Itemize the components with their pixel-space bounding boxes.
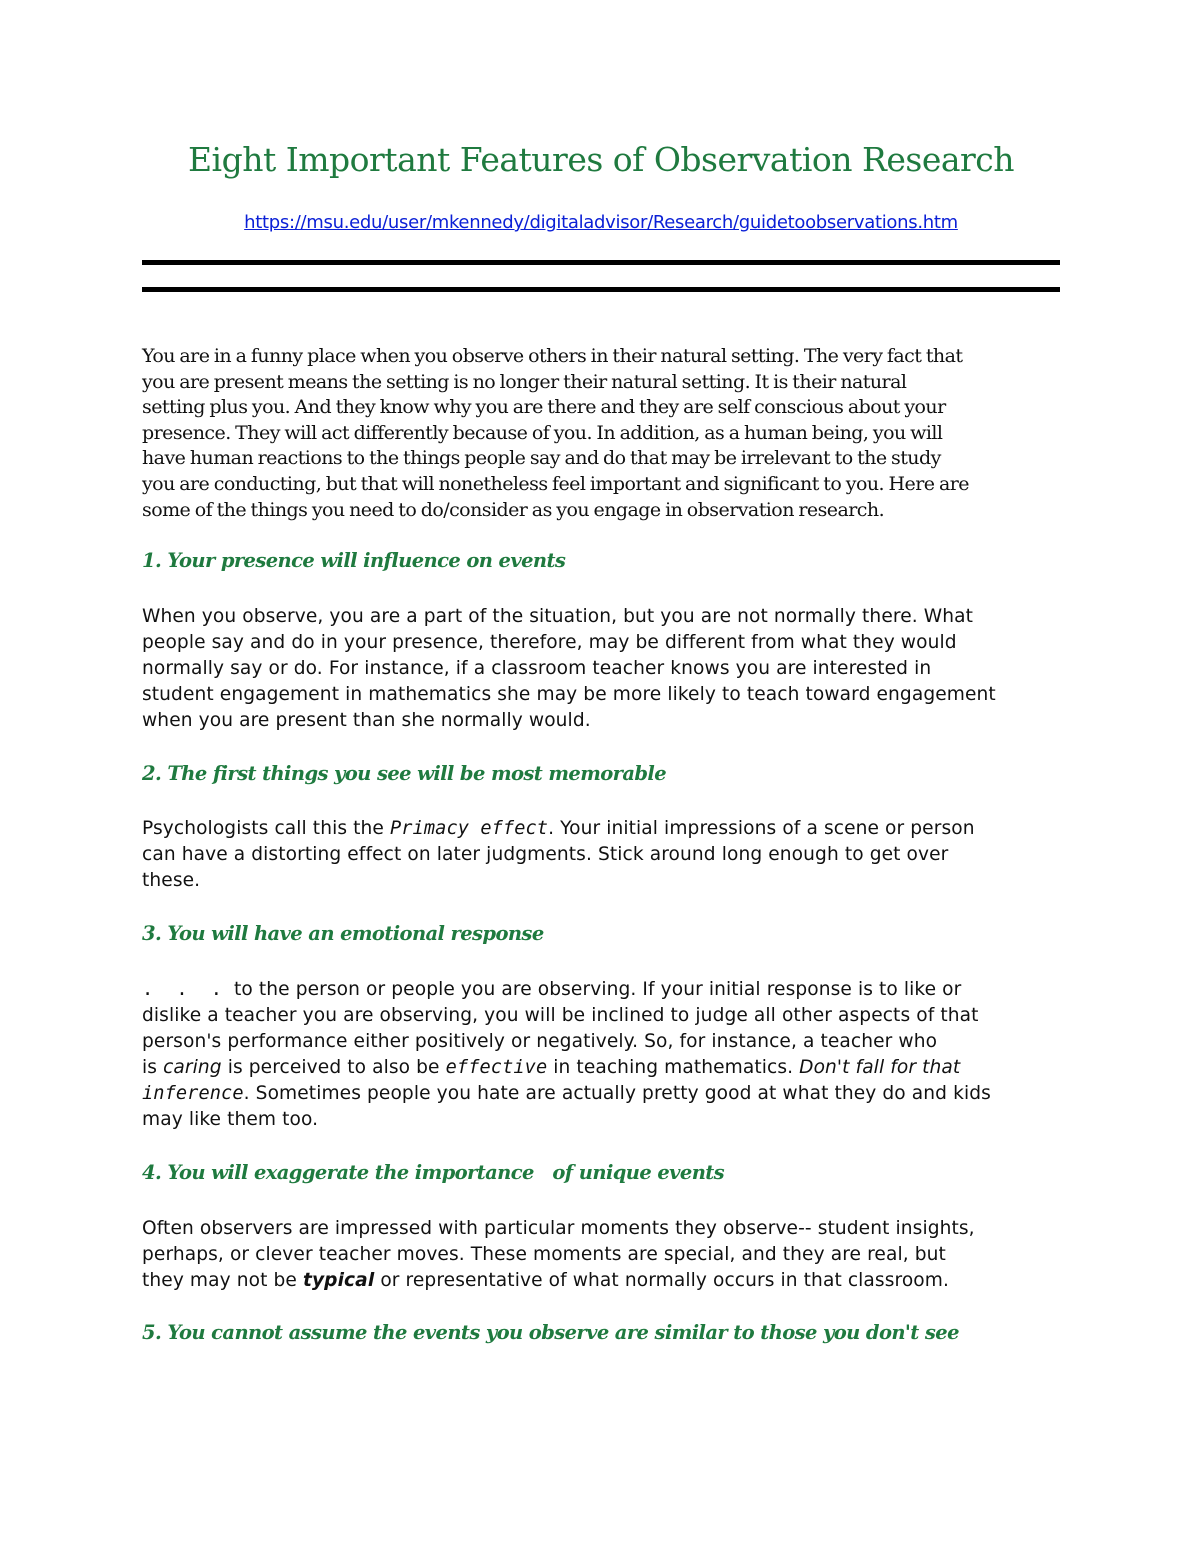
divider-rule-top (142, 260, 1060, 265)
line-text: . Your initial impressions of a scene or person (548, 818, 975, 839)
paragraph-line: people say and do in your presence, therefore, may be different from what they would (142, 632, 957, 653)
paragraph-line: dislike a teacher you are observing, you will be inclined to judge all other aspects of that (142, 1005, 979, 1026)
paragraph-line (142, 816, 1060, 842)
section-paragraph-3 (142, 977, 1060, 1133)
ellipsis-text: . . . (142, 979, 228, 1000)
section-heading-5: 5. You cannot assume the events you observe are similar to those you don't see (142, 1321, 959, 1344)
line-text: in teaching mathematics. (547, 1057, 800, 1078)
section-heading-4: 4. You will exaggerate the importance of unique events (142, 1161, 725, 1184)
intro-line: have human reactions to the things people say and do that may be irrelevant to the study (142, 447, 941, 470)
paragraph-line: person's performance either positively or negatively. So, for instance, a teacher who (142, 1031, 938, 1052)
intro-line: you are present means the setting is no longer their natural setting. It is their natural (142, 370, 907, 393)
paragraph-line: Often observers are impressed with particular moments they observe-- student insights, (142, 1218, 975, 1239)
intro-line: you are conducting, but that will nonetheless feel important and significant to you. Here are (142, 472, 969, 495)
line-text: Psychologists call this the (142, 818, 390, 839)
line-text: is (142, 1057, 164, 1078)
paragraph-line (142, 977, 1060, 1003)
line-text: to the person or people you are observing. If your initial response is to like or (227, 979, 962, 1000)
page-title: Eight Important Features of Observation Research (187, 140, 1015, 179)
divider-rule-bottom (142, 287, 1060, 292)
emphasis-typical: typical (302, 1270, 375, 1291)
paragraph-line: student engagement in mathematics she may be more likely to teach toward engagement (142, 684, 996, 705)
paragraph-line: perhaps, or clever teacher moves. These moments are special, and they are real, but (142, 1244, 946, 1265)
section-heading-1: 1. Your presence will influence on events (142, 549, 566, 572)
intro-line: presence. They will act differently because of you. In addition, as a human being, you will (142, 421, 943, 444)
paragraph-line: When you observe, you are a part of the situation, but you are not normally there. What (142, 606, 974, 627)
emphasis-caring: caring (163, 1057, 222, 1078)
emphasis-dont-fall: Don't fall for that (799, 1057, 961, 1078)
section-paragraph-2 (142, 816, 1060, 894)
section-heading-2: 2. The first things you see will be most memorable (142, 762, 667, 785)
emphasis-effective: effective (445, 1057, 548, 1078)
emphasis-primacy-effect: Primacy effect (389, 818, 549, 839)
intro-line: setting plus you. And they know why you are there and they are self conscious about your (142, 396, 946, 419)
paragraph-line: when you are present than she normally would. (142, 710, 591, 731)
intro-line: some of the things you need to do/consider as you engage in observation research. (142, 498, 885, 521)
paragraph-line (142, 1268, 1060, 1294)
paragraph-line: may like them too. (142, 1109, 319, 1130)
paragraph-line (142, 1081, 1060, 1107)
section-heading-3: 3. You will have an emotional response (142, 922, 544, 945)
emphasis-inference: inference (142, 1083, 244, 1104)
section-paragraph-1 (142, 604, 1060, 734)
section-paragraph-4 (142, 1216, 1060, 1294)
paragraph-line: normally say or do. For instance, if a classroom teacher knows you are interested in (142, 658, 932, 679)
intro-line: You are in a funny place when you observe others in their natural setting. The very fact that (142, 345, 963, 367)
line-text: they may not be (142, 1270, 303, 1291)
line-text: is perceived to also be (221, 1057, 446, 1078)
source-link[interactable]: https://msu.edu/user/mkennedy/digitaladvisor/Research/guidetoobservations.htm (244, 212, 958, 233)
line-text: . Sometimes people you hate are actually pretty good at what they do and kids (243, 1083, 991, 1104)
paragraph-line: these. (142, 870, 201, 891)
paragraph-line: can have a distorting effect on later judgments. Stick around long enough to get over (142, 844, 949, 865)
intro-paragraph (142, 344, 1060, 523)
paragraph-line (142, 1055, 1060, 1081)
line-text: or representative of what normally occurs in that classroom. (374, 1270, 950, 1291)
